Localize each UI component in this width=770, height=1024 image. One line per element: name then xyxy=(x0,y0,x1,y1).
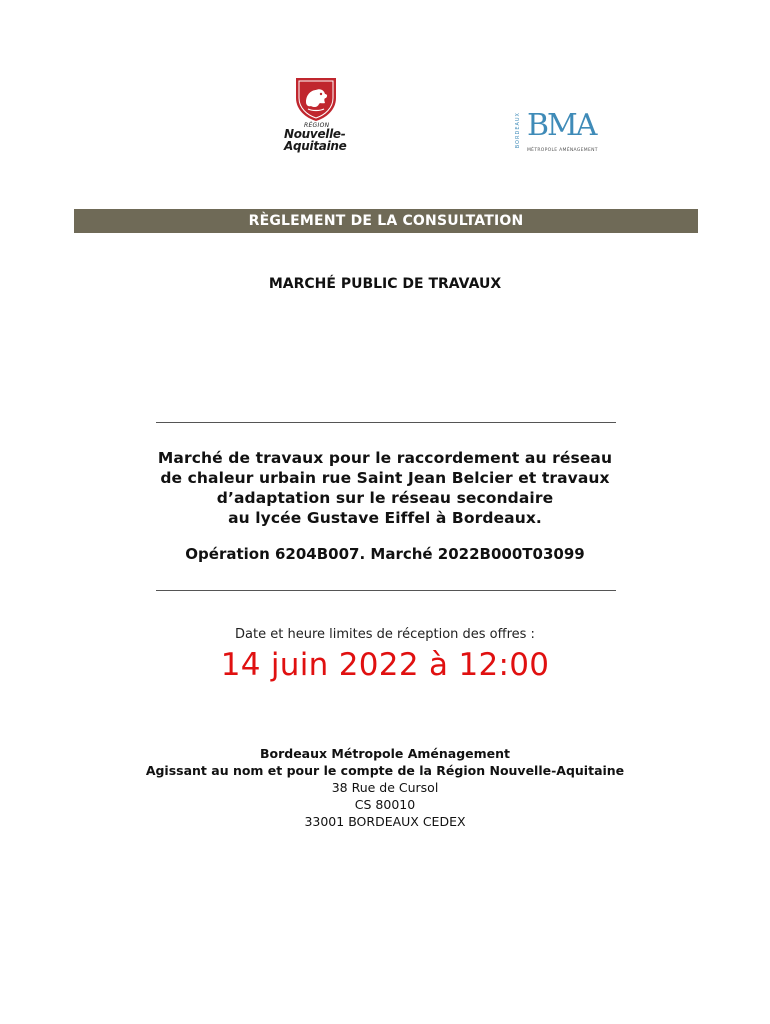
address-cs: CS 80010 xyxy=(354,797,416,812)
contract-object-line4: au lycée Gustave Eiffel à Bordeaux. xyxy=(228,509,542,527)
bma-logo xyxy=(515,108,598,158)
address-city: 33001 BORDEAUX CEDEX xyxy=(304,814,466,829)
region-name-line1: Nouvelle- xyxy=(284,127,346,141)
address-street: 38 Rue de Cursol xyxy=(331,780,439,795)
address-org: Bordeaux Métropole Aménagement xyxy=(259,746,511,761)
operation-reference: Opération 6204B007. Marché 2022B000T03099 xyxy=(185,545,585,563)
contract-object xyxy=(120,448,650,528)
document-subtitle: MARCHÉ PUBLIC DE TRAVAUX xyxy=(268,276,502,292)
bma-subtitle: MÉTROPOLE AMÉNAGEMENT xyxy=(527,148,598,153)
contract-object-line3: d’adaptation sur le réseau secondaire xyxy=(216,489,554,507)
bma-letters: BMA xyxy=(527,108,596,143)
contract-object-line2: de chaleur urbain rue Saint Jean Belcier et travaux xyxy=(160,469,610,487)
contract-object-line1: Marché de travaux pour le raccordement au réseau xyxy=(157,449,613,467)
deadline-value: 14 juin 2022 à 12:00 xyxy=(220,647,550,683)
document-banner-title: RÈGLEMENT DE LA CONSULTATION xyxy=(74,209,698,233)
deadline-label: Date et heure limites de réception des offres : xyxy=(235,627,535,642)
lion-shield-icon xyxy=(294,76,338,122)
divider-top xyxy=(156,422,616,423)
region-name xyxy=(284,128,364,152)
contracting-authority-address xyxy=(0,745,770,830)
region-nouvelle-aquitaine-logo xyxy=(284,76,364,162)
address-on-behalf: Agissant au nom et pour le compte de la Région Nouvelle-Aquitaine xyxy=(145,763,625,778)
divider-bottom xyxy=(156,590,616,591)
region-small-label: RÉGION xyxy=(304,122,330,129)
bma-vertical-text: BORDEAUX xyxy=(515,112,521,149)
region-name-line2: Aquitaine xyxy=(284,139,347,153)
